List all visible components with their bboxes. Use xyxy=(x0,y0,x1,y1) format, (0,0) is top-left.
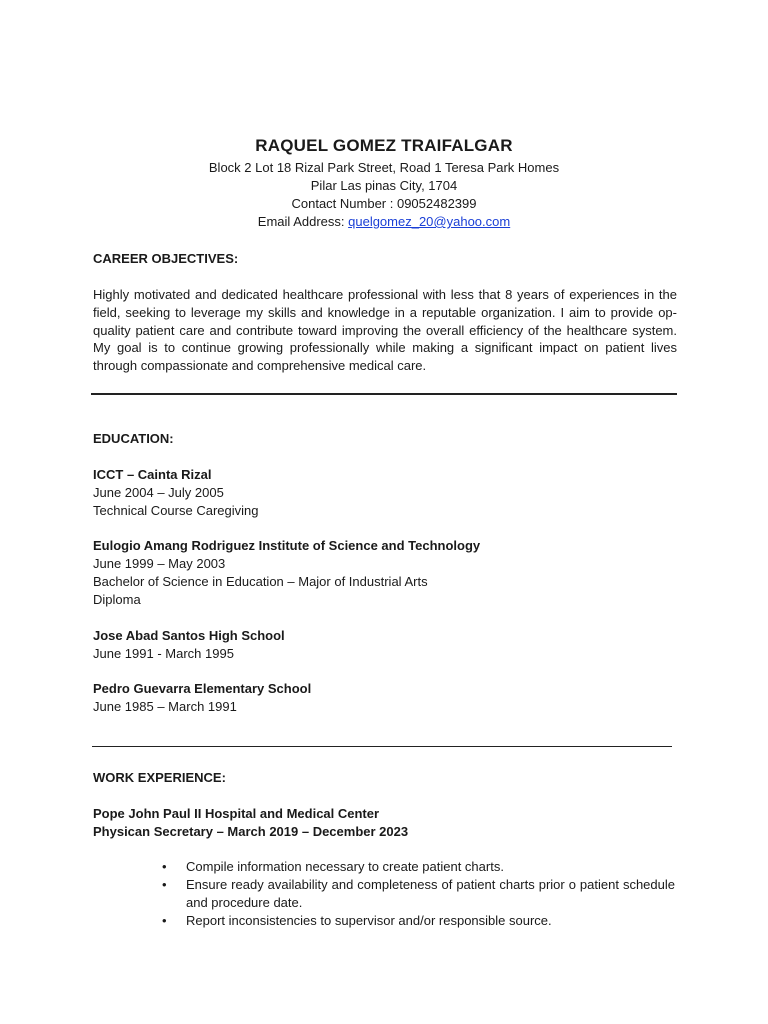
school-detail: Bachelor of Science in Education – Major of Industrial Arts xyxy=(93,574,428,589)
education-entry xyxy=(93,680,677,716)
address-line-1: Block 2 Lot 18 Rizal Park Street, Road 1 Teresa Park Homes xyxy=(208,160,560,175)
school-detail: Diploma xyxy=(93,592,141,607)
email-line xyxy=(0,213,768,231)
work-entry xyxy=(93,805,677,841)
work-section xyxy=(93,769,677,787)
contact-number: Contact Number : 09052482399 xyxy=(291,196,477,211)
email-label: Email Address: xyxy=(257,214,349,229)
list-item xyxy=(160,876,675,912)
employer-name: Pope John Paul II Hospital and Medical Center xyxy=(93,806,380,821)
career-text: Highly motivated and dedicated healthcare professional with less that 8 years of experiences in the field, seeking to leverage my skills and knowledge in a reputable organization. I aim to provide op-quality patient care and contribute toward improving the overall efficiency of the healthcare system. My goal is to continue growing professionally while making a significant impact on patient lives through compassionate and comprehensive medical care. xyxy=(93,287,677,374)
school-dates: June 1999 – May 2003 xyxy=(93,556,226,571)
duty-text: Ensure ready availability and completeness of patient charts prior o patient schedule and procedure date. xyxy=(186,877,675,910)
career-section xyxy=(93,250,677,268)
education-entry xyxy=(93,627,677,663)
list-item xyxy=(160,858,675,876)
duty-text: Report inconsistencies to supervisor and/or responsible source. xyxy=(186,913,552,928)
address-line-2: Pilar Las pinas City, 1704 xyxy=(310,178,458,193)
school-dates: June 1985 – March 1991 xyxy=(93,699,237,714)
education-section xyxy=(93,430,677,448)
section-divider xyxy=(91,393,677,395)
school-dates: June 1991 - March 1995 xyxy=(93,646,234,661)
underscore-divider xyxy=(92,746,672,747)
school-name: Pedro Guevarra Elementary School xyxy=(93,681,312,696)
school-detail: Technical Course Caregiving xyxy=(93,503,259,518)
bullet-icon: • xyxy=(162,913,167,928)
education-entry xyxy=(93,466,677,520)
list-item xyxy=(160,912,675,930)
bullet-icon: • xyxy=(162,859,167,874)
school-dates: June 2004 – July 2005 xyxy=(93,485,224,500)
resume-header xyxy=(0,135,768,231)
work-heading: WORK EXPERIENCE: xyxy=(93,770,226,785)
email-link[interactable]: quelgomez_20@yahoo.com xyxy=(348,214,511,229)
education-heading: EDUCATION: xyxy=(93,431,174,446)
school-name: ICCT – Cainta Rizal xyxy=(93,467,212,482)
school-name: Jose Abad Santos High School xyxy=(93,628,285,643)
bullet-icon: • xyxy=(162,877,167,892)
duty-text: Compile information necessary to create patient charts. xyxy=(186,859,504,874)
education-entry xyxy=(93,537,677,609)
position-title: Physican Secretary – March 2019 – December 2023 xyxy=(93,824,409,839)
school-name: Eulogio Amang Rodriguez Institute of Science and Technology xyxy=(93,538,481,553)
applicant-name: RAQUEL GOMEZ TRAIFALGAR xyxy=(255,136,513,155)
career-heading: CAREER OBJECTIVES: xyxy=(93,251,239,266)
duties-list xyxy=(160,858,675,930)
